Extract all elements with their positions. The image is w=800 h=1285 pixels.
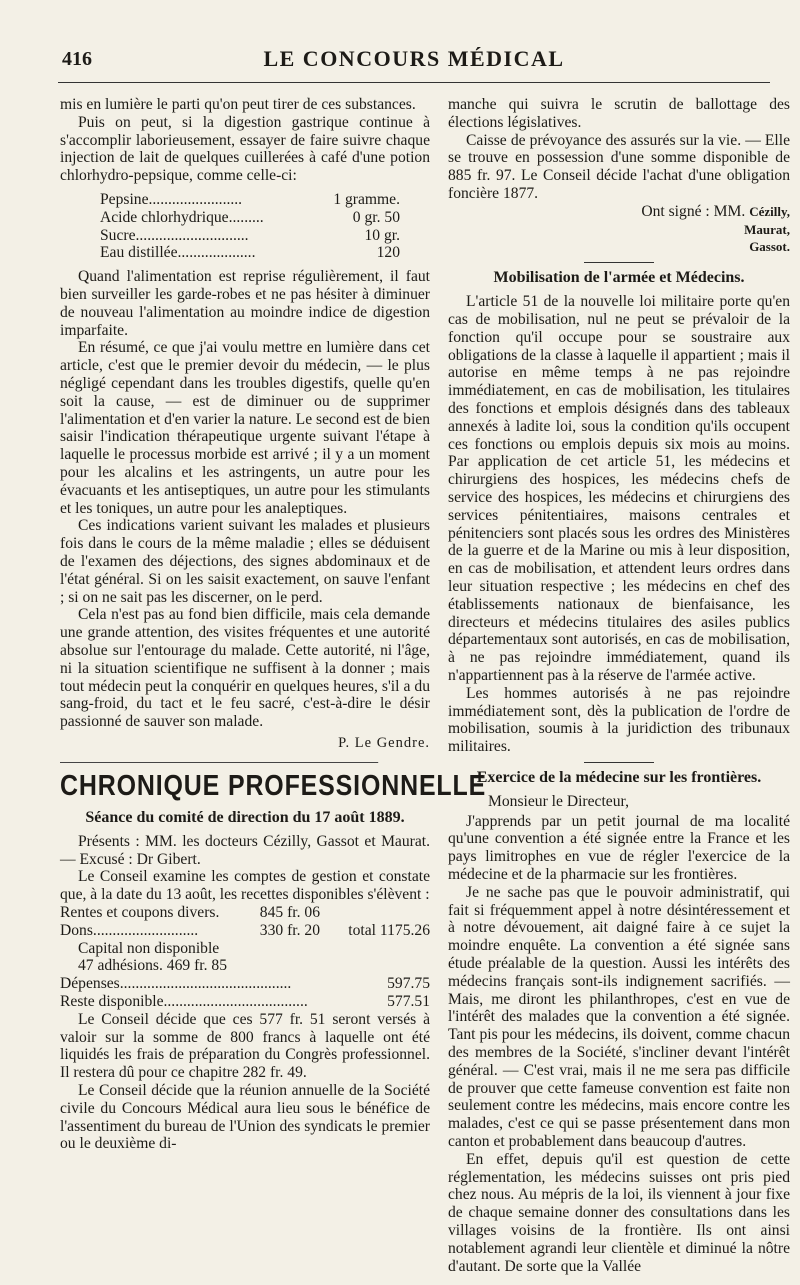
recipe-qty: 120 bbox=[376, 244, 400, 262]
finance-row bbox=[60, 993, 430, 1011]
finance-label: Dépenses............................................ bbox=[60, 975, 292, 993]
paragraph: Présents : MM. les docteurs Cézilly, Gassot et Maurat. — Excusé : Dr Gibert. bbox=[60, 832, 430, 868]
article-title: Exercice de la médecine sur les frontières. bbox=[476, 768, 762, 786]
divider bbox=[584, 762, 654, 763]
finance-amount: 597.75 bbox=[387, 975, 430, 993]
page-header bbox=[58, 44, 770, 80]
signer-name: Cézilly, bbox=[749, 203, 790, 219]
finance-row bbox=[60, 922, 430, 940]
paragraph: En effet, depuis qu'il est question de cette réglementation, les médecins suisses ont pris pied chez nous. Au mépris de la loi, ils viennent à jour fixe de chaque semaine donner des consultations dans les villages voisins de la frontière. Ils ont ainsi notablement agrandi leur clientèle et diminué la nôtre d'autant. De sorte que la Vallée bbox=[448, 1150, 790, 1275]
recipe-qty: 1 gramme. bbox=[333, 190, 400, 208]
signer-name: Maurat, bbox=[744, 221, 790, 237]
article-title: Mobilisation de l'armée et Médecins. bbox=[493, 269, 745, 287]
finance-label: Reste disponible..................................... bbox=[60, 993, 308, 1011]
page-number: 416 bbox=[62, 48, 92, 70]
recipe-qty: 10 gr. bbox=[364, 226, 400, 244]
recipe-item: Sucre............................. bbox=[100, 226, 249, 244]
recipe-item: Eau distillée.................... bbox=[100, 244, 256, 262]
right-column bbox=[448, 96, 790, 1275]
paragraph: mis en lumière le parti qu'on peut tirer de ces substances. bbox=[60, 96, 416, 113]
recipe-row bbox=[100, 244, 400, 262]
signers-lead: Ont signé : MM. bbox=[641, 202, 746, 220]
finance-amount: 330 fr. 20 bbox=[259, 921, 320, 939]
paragraph: J'apprends par un petit journal de ma localité qu'une convention a été signée entre la France et les pays limitrophes en vue de régler l'exercice de la médecine et de la pharmacie sur les frontières. bbox=[448, 812, 790, 884]
paragraph: Puis on peut, si la digestion gastrique continue à s'accomplir laborieusement, essayer de faire suivre chaque injection de lait de quelques cuillerées à café d'une potion chlorhydro-pepsique, comme celle-ci: bbox=[60, 113, 430, 185]
divider bbox=[584, 262, 654, 263]
paragraph: Je ne sache pas que le pouvoir administratif, qui fait si fréquemment appel à notre désintéressement et à notre dévouement, ait daigné faire à ce sujet la moindre enquête. La convention a été signée sans étude préalable de la question. Aussi les intérêts des médecins français sont-ils indignement sacrifiés. — Mais, me diront les philanthropes, c'est en vue de l'intérêt des malades que la convention a été signée. Tant pis pour les médecins, ils doivent, comme chacun des membres de la Société, s'incliner devant l'intérêt général. — C'est vrai, mais il ne me sera pas difficile de prouver que cette fameuse convention est faite non seulement contre les médecins, mais encore contre les malades, c'est ce qui se passe présentement dans mon canton et probablement dans beaucoup d'autres. bbox=[448, 883, 790, 1151]
paragraph: En résumé, ce que j'ai voulu mettre en lumière dans cet article, c'est que le premier devoir du médecin, — le plus négligé cependant dans les troubles digestifs, quelle qu'en soit la cause, — est de diminuer ou de supprimer l'alimentation et d'en varier la nature. Le second est de bien saisir l'indication thérapeutique urgente suivant l'étape à laquelle le processus morbide est arrivé ; il y a un moment pour les alcalins et les astringents, un autre pour les évacuants et les antiseptiques, un autre pour les stimulants et les toniques, un autre pour les analeptiques. bbox=[60, 339, 430, 517]
signers-block bbox=[448, 203, 790, 256]
paragraph: Le Conseil décide que la réunion annuelle de la Société civile du Concours Médical aura lieu sous le bénéfice de l'assentiment du bureau de l'Union des syndicats le premier ou le deuxième di- bbox=[60, 1082, 430, 1153]
finance-row bbox=[60, 904, 430, 922]
finance-total-empty bbox=[320, 904, 430, 922]
finance-row bbox=[60, 975, 430, 993]
finance-capital: Capital non disponible bbox=[78, 939, 220, 957]
section-title: CHRONIQUE PROFESSIONNELLE bbox=[60, 762, 378, 803]
paragraph: Le Conseil décide que ces 577 fr. 51 seront versés à valoir sur la somme de 800 francs à laquelle ont été liquidés les frais de préparation du Congrès professionnel. Il restera dû pour ce chapitre 282 fr. 49. bbox=[60, 1010, 430, 1082]
paragraph: Quand l'alimentation est reprise régulièrement, il faut bien surveiller les garde-robes et ne pas hésiter à diminuer de nouveau l'alimentation au moindre indice de digestion imparfaite. bbox=[60, 268, 430, 339]
salutation: Monsieur le Directeur, bbox=[488, 792, 629, 810]
meeting-title: Séance du comité de direction du 17 août 1889. bbox=[85, 808, 405, 826]
author-signature: P. Le Gendre. bbox=[338, 734, 430, 751]
paragraph: Cela n'est pas au fond bien difficile, mais cela demande une grande attention, des visites fréquentes et une autorité absolue sur l'entourage du malade. Cette autorité, ni l'âge, ni la situation scientifique ne suffisent à la donner ; mais tout médecin peut la conquérir en quelques heures, s'il a du sang-froid, du tact et le feu sacré, c'est-à-dire le désir passionné de sauver son malade. bbox=[60, 606, 430, 731]
paragraph: Le Conseil examine les comptes de gestion et constate que, à la date du 13 août, les recettes disponibles s'élèvent : bbox=[60, 868, 430, 904]
finance-label: Rentes et coupons divers. bbox=[60, 904, 220, 922]
recipe-row bbox=[100, 209, 400, 227]
signer-name: Gassot. bbox=[749, 239, 790, 255]
paragraph: Ces indications varient suivant les malades et plusieurs fois dans le cours de la même maladie ; elles se déduisent de l'examen des déjections, des signes abdominaux et de l'état général. Si on les saisit exactement, on sauve l'enfant ; si on ne sait pas les discerner, on le perd. bbox=[60, 517, 430, 606]
recipe-row bbox=[100, 227, 400, 245]
running-title: LE CONCOURS MÉDICAL bbox=[263, 46, 565, 71]
recipe-qty: 0 gr. 50 bbox=[352, 208, 400, 226]
finance-total: total 1175.26 bbox=[348, 921, 430, 939]
paragraph: Les hommes autorisés à ne pas rejoindre immédiatement sont, dès la publication de l'ordre de mobilisation, soumis à la juridiction des tribunaux militaires. bbox=[448, 684, 790, 756]
finance-amount: 845 fr. 06 bbox=[259, 904, 320, 922]
paragraph: Caisse de prévoyance des assurés sur la vie. — Elle se trouve en possession d'une somme disponible de 885 fr. 97. Le Conseil décide l'achat d'une obligation foncière 1877. bbox=[448, 131, 790, 202]
finance-amount: 577.51 bbox=[387, 993, 430, 1011]
left-column bbox=[60, 96, 487, 1153]
finance-label: Dons........................... bbox=[60, 921, 199, 939]
recipe-row bbox=[100, 191, 400, 209]
paragraph: manche qui suivra le scrutin de ballottage des élections législatives. bbox=[448, 96, 790, 131]
recipe-item: Acide chlorhydrique......... bbox=[100, 208, 264, 226]
recipe-list bbox=[100, 191, 430, 262]
recipe-item: Pepsine........................ bbox=[100, 190, 243, 208]
paragraph: L'article 51 de la nouvelle loi militaire porte qu'en cas de mobilisation, nul ne peut se prévaloir de la fonction qu'il occupe pour se soustraire aux obligations de la classe à laquelle il appartient ; mais il autorise en même temps à ne pas rejoindre immédiatement, en cas de mobilisation, les titulaires des fonctions et emplois désignés dans des tableaux annexés à ladite loi, sous la condition qu'ils occupent ces fonctions ou emplois depuis six mois au moins. Par application de cet article 51, les médecins et chirurgiens des hospices, les médecins chefs de service des hospices, les médecins et chirurgiens des services pénitentiaires, maisons centrales et pénitenciers sont placés sous les ordres des Ministères de la guerre et de la Marine ou mis à leur disposition, en cas de mobilisation, et attendent leurs ordres dans leur situation respective ; les médecins en chef des établissements nationaux de bienfaisance, les directeurs et médecins titulaires des asiles publics départementaux sont autorisés, en cas de mobilisation, à ne pas rejoindre immédiatement, quand ils n'appartiennent pas à la réserve de l'armée active. bbox=[448, 293, 790, 684]
finance-capital-detail: 47 adhésions. 469 fr. 85 bbox=[78, 957, 227, 975]
header-rule bbox=[58, 82, 770, 83]
